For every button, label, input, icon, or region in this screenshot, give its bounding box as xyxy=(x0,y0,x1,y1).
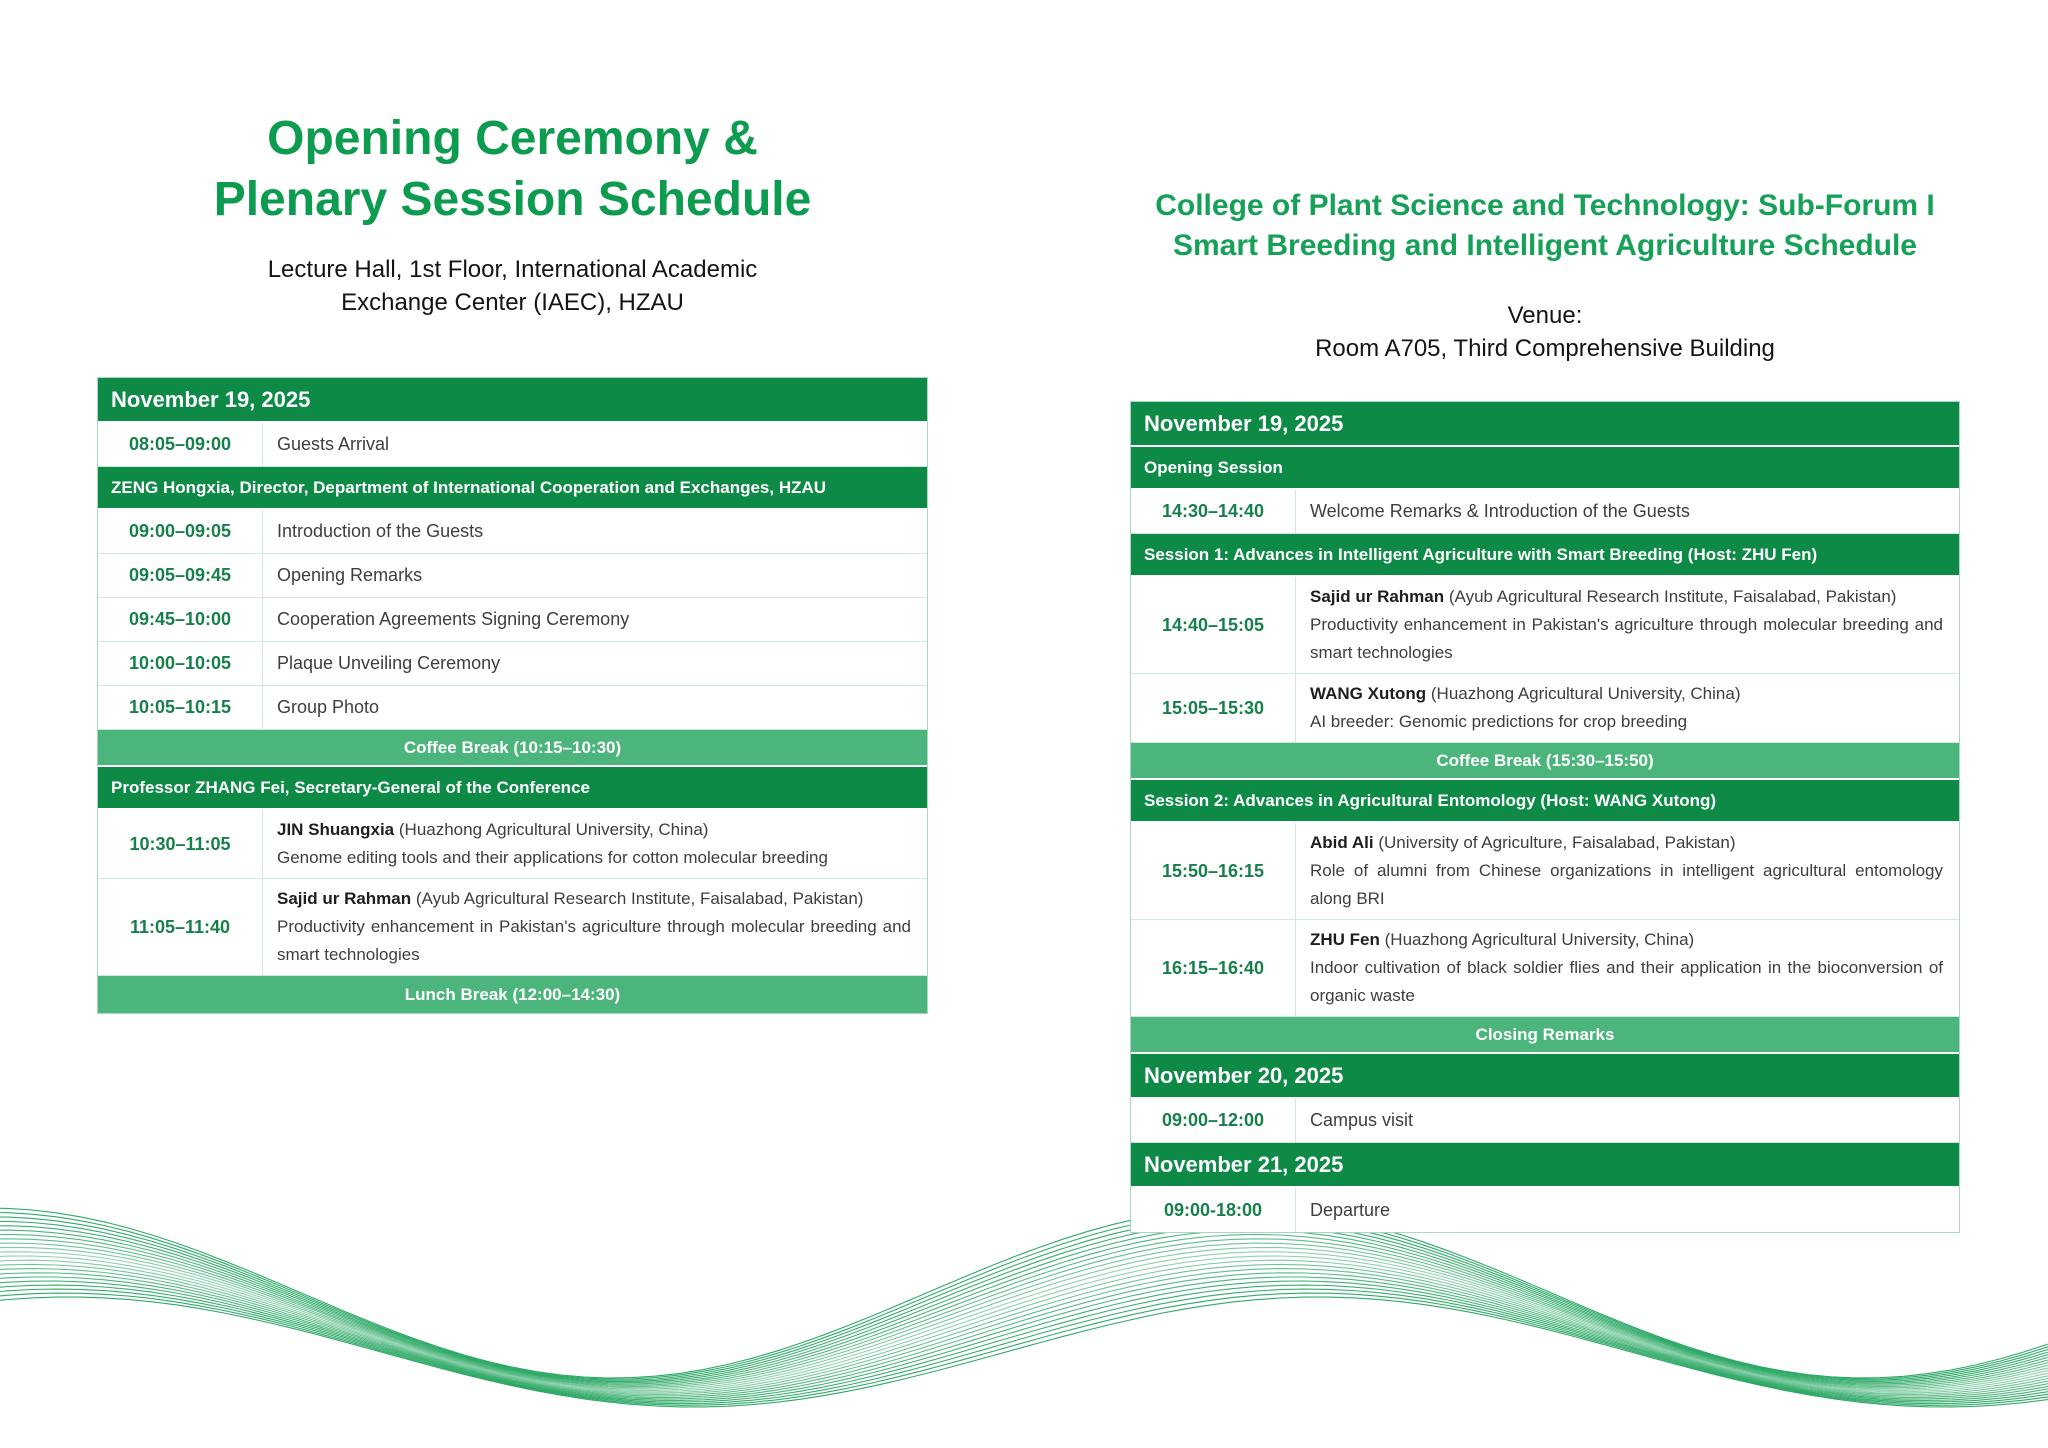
break-row xyxy=(98,976,927,1013)
description-cell xyxy=(1296,490,1959,533)
schedule-row xyxy=(98,642,927,686)
description-cell xyxy=(263,810,927,878)
event-label: Introduction of the Guests xyxy=(277,521,484,542)
schedule-row xyxy=(1131,577,1959,674)
wave-line xyxy=(0,1289,2048,1404)
wave-line xyxy=(0,1217,2048,1380)
section-label: Opening Session xyxy=(1144,457,1283,477)
date-label: November 20, 2025 xyxy=(1144,1062,1344,1088)
right-title-line2: Smart Breeding and Intelligent Agriculture Schedule xyxy=(1172,228,1917,262)
schedule-row xyxy=(1131,920,1959,1017)
wave-line xyxy=(0,1256,2048,1392)
session-header-row xyxy=(1131,534,1959,577)
speaker-name: Sajid ur Rahman xyxy=(277,889,412,909)
right-venue-line1: Venue: xyxy=(1507,302,1583,330)
left-title-line2: Plenary Session Schedule xyxy=(213,173,812,227)
wave-line xyxy=(0,1273,2048,1398)
wave-line xyxy=(0,1285,2048,1402)
event-label: Opening Remarks xyxy=(277,565,423,586)
event-label: Group Photo xyxy=(277,697,380,718)
wave-line xyxy=(0,1297,2048,1407)
wave-line xyxy=(0,1230,2048,1384)
time-cell: 08:05–09:00 xyxy=(98,423,263,466)
time-cell: 10:05–10:15 xyxy=(98,686,263,729)
session-header-row xyxy=(98,767,927,810)
schedule-row xyxy=(98,879,927,976)
speaker-affiliation: (Huazhong Agricultural University, China) xyxy=(398,820,709,840)
time-cell: 16:15–16:40 xyxy=(1131,920,1296,1016)
sub-forum-panel xyxy=(1130,186,1960,1233)
talk-title: AI breeder: Genomic predictions for crop breeding xyxy=(1310,712,1688,732)
time-cell: 15:05–15:30 xyxy=(1131,674,1296,742)
talk-title: Role of alumni from Chinese organizations in intelligent agricultural entomology along BRI xyxy=(1310,861,1943,909)
event-label: Departure xyxy=(1310,1199,1391,1220)
wave-line xyxy=(0,1264,2048,1394)
speaker-line xyxy=(1310,926,1943,954)
time-cell: 10:00–10:05 xyxy=(98,642,263,685)
description-cell xyxy=(263,554,927,597)
break-label: Lunch Break (12:00–14:30) xyxy=(404,984,621,1004)
wave-line xyxy=(0,1252,2048,1391)
talk-title: Productivity enhancement in Pakistan's agriculture through molecular breeding and smart technologies xyxy=(1310,615,1943,663)
left-panel-title xyxy=(97,108,928,231)
time-cell: 15:50–16:15 xyxy=(1131,823,1296,919)
talk-title: Productivity enhancement in Pakistan's agriculture through molecular breeding and smart technologies xyxy=(277,917,911,965)
schedule-row xyxy=(1131,490,1959,534)
time-cell: 09:00–09:05 xyxy=(98,510,263,553)
break-label: Coffee Break (10:15–10:30) xyxy=(403,737,622,757)
schedule-row xyxy=(98,554,927,598)
wave-line xyxy=(0,1269,2048,1397)
wave-line xyxy=(0,1208,2048,1378)
speaker-affiliation: (Huazhong Agricultural University, China) xyxy=(1384,930,1695,950)
session-header-row xyxy=(1131,780,1959,823)
time-cell: 11:05–11:40 xyxy=(98,879,263,975)
time-cell: 14:40–15:05 xyxy=(1131,577,1296,673)
description-cell xyxy=(263,879,927,975)
schedule-row xyxy=(1131,823,1959,920)
right-panel-title xyxy=(1130,186,1960,265)
schedule-row xyxy=(1131,674,1959,743)
speaker-affiliation: (Ayub Agricultural Research Institute, Faisalabad, Pakistan) xyxy=(1448,587,1897,607)
section-label: ZENG Hongxia, Director, Department of International Cooperation and Exchanges, HZAU xyxy=(111,477,827,497)
schedule-row xyxy=(1131,1099,1959,1143)
speaker-line xyxy=(1310,829,1943,857)
schedule-row xyxy=(98,598,927,642)
left-venue-line2: Exchange Center (IAEC), HZAU xyxy=(341,288,684,316)
session-header-row xyxy=(98,467,927,510)
time-cell: 09:00–12:00 xyxy=(1131,1099,1296,1142)
break-label: Coffee Break (15:30–15:50) xyxy=(1436,750,1654,770)
event-label: Welcome Remarks & Introduction of the Guests xyxy=(1310,501,1690,522)
wave-line xyxy=(0,1293,2048,1405)
wave-line xyxy=(0,1221,2048,1381)
speaker-line xyxy=(277,816,911,844)
description-cell xyxy=(1296,1099,1959,1142)
opening-ceremony-table xyxy=(97,377,928,1014)
schedule-row xyxy=(98,686,927,730)
talk-title: Genome editing tools and their applications for cotton molecular breeding xyxy=(277,848,828,868)
speaker-name: ZHU Fen xyxy=(1310,930,1380,950)
date-label: November 19, 2025 xyxy=(111,386,311,412)
date-header-row xyxy=(1131,1143,1959,1188)
section-label: Session 2: Advances in Agricultural Entomology (Host: WANG Xutong) xyxy=(1144,790,1717,810)
speaker-affiliation: (Ayub Agricultural Research Institute, Faisalabad, Pakistan) xyxy=(415,889,864,909)
description-cell xyxy=(1296,577,1959,673)
description-cell xyxy=(1296,920,1959,1016)
section-label: Professor ZHANG Fei, Secretary-General of the Conference xyxy=(111,777,590,797)
wave-line xyxy=(0,1239,2048,1387)
speaker-name: Sajid ur Rahman xyxy=(1310,587,1445,607)
date-header-row xyxy=(1131,402,1959,447)
right-venue-line2: Room A705, Third Comprehensive Building xyxy=(1315,335,1775,363)
event-label: Guests Arrival xyxy=(277,434,390,455)
wave-line xyxy=(0,1243,2048,1388)
description-cell xyxy=(1296,674,1959,742)
wave-line xyxy=(0,1277,2048,1399)
description-cell xyxy=(263,598,927,641)
section-label: Session 1: Advances in Intelligent Agriculture with Smart Breeding (Host: ZHU Fen) xyxy=(1144,544,1818,564)
opening-ceremony-panel xyxy=(97,108,928,1014)
schedule-row xyxy=(1131,1188,1959,1232)
break-row xyxy=(98,730,927,767)
time-cell: 09:00-18:00 xyxy=(1131,1188,1296,1232)
schedule-row xyxy=(98,510,927,554)
description-cell xyxy=(263,510,927,553)
wave-line xyxy=(0,1281,2048,1401)
description-cell xyxy=(1296,823,1959,919)
right-panel-venue xyxy=(1130,299,1960,365)
wave-line xyxy=(0,1260,2048,1393)
speaker-line xyxy=(277,885,911,913)
session-header-row xyxy=(1131,447,1959,490)
speaker-name: Abid Ali xyxy=(1310,833,1374,853)
wave-line xyxy=(0,1226,2048,1383)
time-cell: 14:30–14:40 xyxy=(1131,490,1296,533)
description-cell xyxy=(263,686,927,729)
speaker-name: JIN Shuangxia xyxy=(277,820,395,840)
speaker-affiliation: (University of Agriculture, Faisalabad, Pakistan) xyxy=(1378,833,1736,853)
left-title-line1: Opening Ceremony & xyxy=(267,112,758,165)
event-label: Cooperation Agreements Signing Ceremony xyxy=(277,609,630,630)
speaker-line xyxy=(1310,680,1943,708)
break-row xyxy=(1131,1017,1959,1054)
time-cell: 10:30–11:05 xyxy=(98,810,263,878)
talk-title: Indoor cultivation of black soldier flies and their application in the bioconversion of organic waste xyxy=(1310,958,1943,1006)
description-cell xyxy=(263,423,927,466)
wave-line xyxy=(0,1234,2048,1385)
event-label: Campus visit xyxy=(1310,1110,1414,1131)
date-label: November 19, 2025 xyxy=(1144,410,1344,436)
sub-forum-table xyxy=(1130,401,1960,1233)
speaker-name: WANG Xutong xyxy=(1310,684,1427,704)
schedule-row xyxy=(98,423,927,467)
left-venue-line1: Lecture Hall, 1st Floor, International Academic xyxy=(267,255,758,283)
date-header-row xyxy=(98,378,927,423)
description-cell xyxy=(263,642,927,685)
left-panel-venue xyxy=(97,253,928,319)
schedule-row xyxy=(98,810,927,879)
break-row xyxy=(1131,743,1959,780)
date-label: November 21, 2025 xyxy=(1144,1151,1344,1177)
speaker-line xyxy=(1310,583,1943,611)
event-label: Plaque Unveiling Ceremony xyxy=(277,653,501,674)
speaker-affiliation: (Huazhong Agricultural University, China) xyxy=(1430,684,1741,704)
break-label: Closing Remarks xyxy=(1475,1024,1615,1044)
date-header-row xyxy=(1131,1054,1959,1099)
description-cell xyxy=(1296,1188,1959,1232)
time-cell: 09:05–09:45 xyxy=(98,554,263,597)
time-cell: 09:45–10:00 xyxy=(98,598,263,641)
wave-line xyxy=(0,1213,2048,1380)
right-title-line1: College of Plant Science and Technology: Sub-Forum I xyxy=(1155,189,1935,222)
wave-line xyxy=(0,1247,2048,1389)
